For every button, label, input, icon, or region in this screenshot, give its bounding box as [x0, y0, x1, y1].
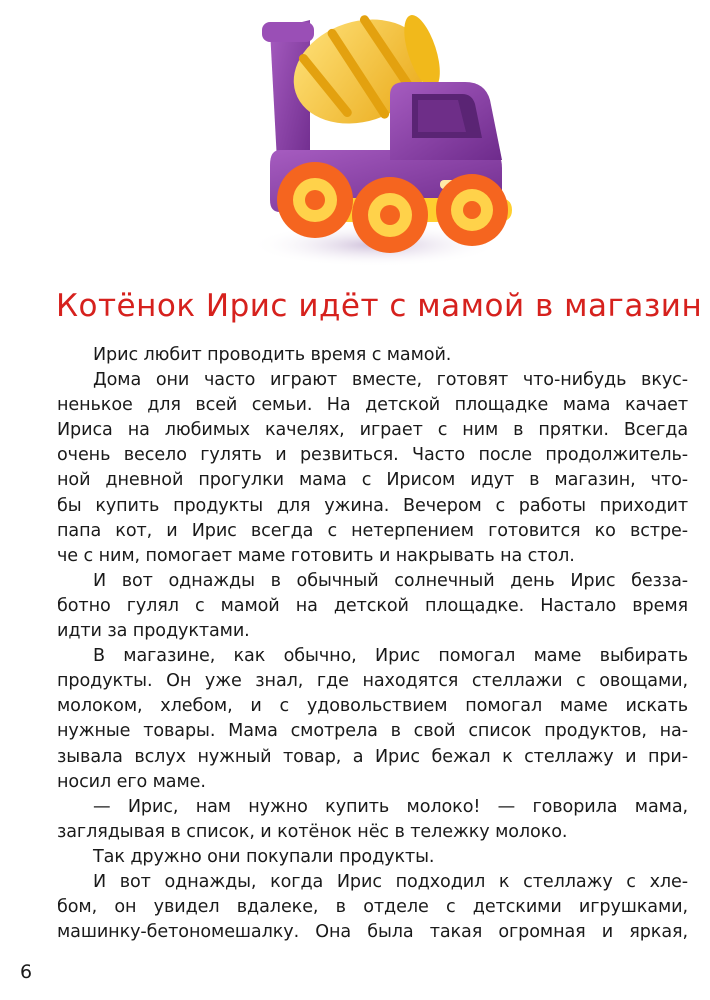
story-title: Котёнок Ирис идёт с мамой в магазин — [56, 288, 703, 324]
text-line: зывала вслух нужный товар, а Ирис бежал к стеллажу и при- — [57, 746, 688, 767]
text-line: В магазине, как обычно, Ирис помогал маме выбирать — [93, 646, 688, 667]
text-line: продукты. Он уже знал, где находятся стеллажи с овощами, — [57, 671, 688, 692]
text-line: бы купить продукты для ужина. Вечером с работы приходит — [57, 495, 688, 516]
text-line: заглядывая в список, и котёнок нёс в тележку молоко. — [57, 821, 568, 842]
text-line: ненькое для всей семьи. На детской площадке мама качает — [57, 395, 688, 416]
text-line: — Ирис, нам нужно купить молоко! — говорила мама, — [93, 796, 688, 817]
concrete-mixer-truck-illustration — [240, 0, 520, 275]
text-line: Дома они часто играют вместе, готовят что-нибудь вкус- — [93, 370, 688, 391]
text-line: Ириса на любимых качелях, играет с ним в прятки. Всегда — [57, 420, 688, 441]
text-line: Ирис любит проводить время с мамой. — [93, 345, 452, 365]
text-line: ной дневной прогулки мама с Ирисом идут в магазин, что- — [57, 470, 688, 491]
text-line: бом, он увидел вдалеке, в отделе с детскими игрушками, — [57, 897, 688, 918]
text-line: че с ним, помогает маме готовить и накрывать на стол. — [57, 545, 575, 566]
text-line: И вот однажды, когда Ирис подходил к стеллажу с хле- — [93, 871, 688, 892]
text-line: носил его маме. — [57, 771, 206, 792]
concrete-mixer-toy-truck-icon — [240, 0, 520, 275]
text-line: очень весело гулять и резвиться. Часто после продолжитель- — [57, 445, 688, 466]
text-line: ботно гулял с мамой на детской площадке. Настало время — [57, 595, 688, 616]
text-line: И вот однажды в обычный солнечный день Ирис безза- — [93, 570, 688, 591]
text-line: нужные товары. Мама смотрела в свой список продуктов, на- — [57, 721, 688, 742]
page-number: 6 — [20, 961, 33, 983]
text-line: идти за продуктами. — [57, 621, 250, 642]
story-text — [57, 343, 688, 945]
text-line: машинку-бетономешалку. Она была такая огромная и яркая, — [57, 922, 688, 943]
text-line: папа кот, и Ирис всегда с нетерпением готовится ко встре- — [57, 520, 688, 541]
text-line: молоком, хлебом, и с удовольствием помогал маме искать — [57, 696, 688, 717]
text-line: Так дружно они покупали продукты. — [93, 846, 435, 867]
